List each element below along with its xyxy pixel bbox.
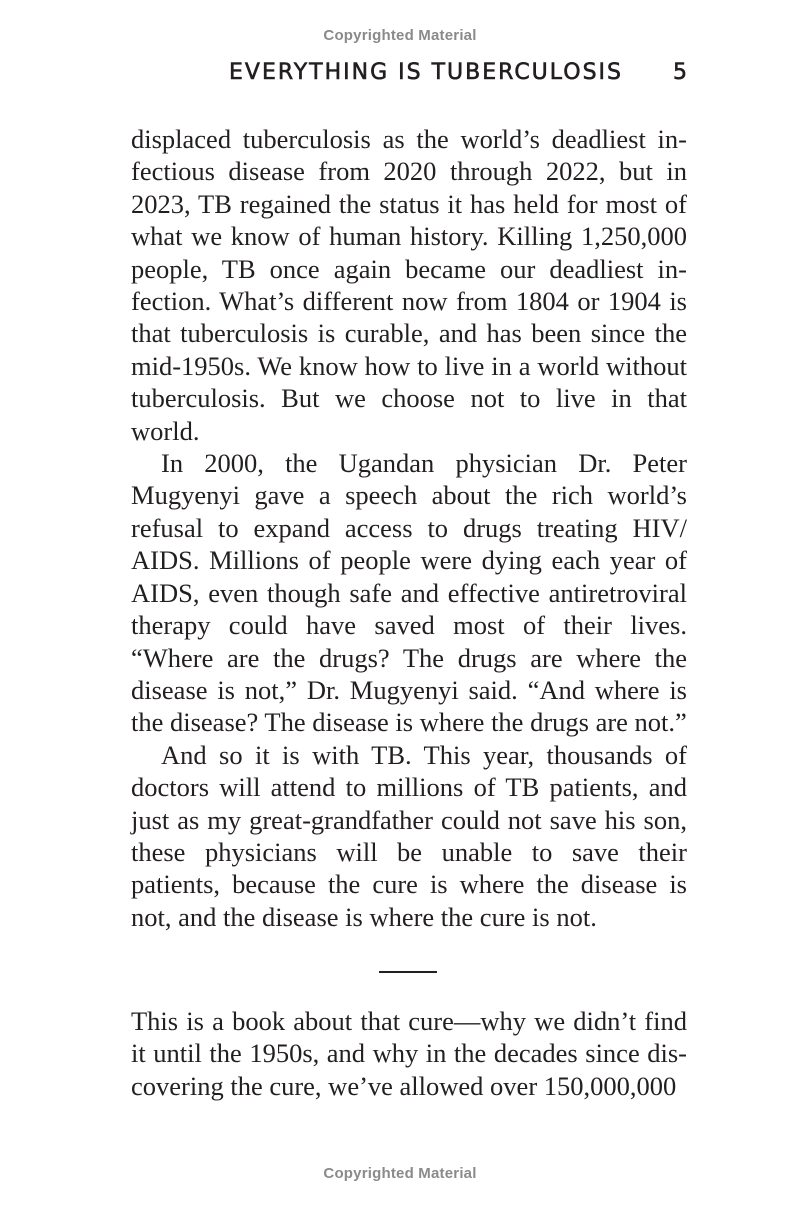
section-break-rule (379, 971, 437, 973)
paragraph-2: In 2000, the Ugandan physician Dr. Peter Mugyenyi gave a speech about the rich world’s refusal to expand access to drugs treating HIV/​AIDS. Millions of people were dying each year of AIDS, even though safe and effective antiretroviral therapy could have saved most of their lives. “Where are the drugs? The drugs are where the disease is not,” Dr. Mugyenyi said. “And where is the disease? The disease is where the drugs are not.” (131, 448, 687, 738)
running-head (130, 60, 687, 90)
paragraph-3: And so it is with TB. This year, thousands of doctors will attend to millions of TB patients, and just as my great-grandfather could not save his son, these physicians will be unable to save their patients, because the cure is where the disease is not, and the disease is where the cure is not. (131, 739, 687, 932)
running-head-title: EVERYTHING IS TUBERCULOSIS (229, 60, 623, 85)
body-text (131, 123, 687, 933)
paragraph-4: This is a book about that cure—why we didn’t find it until the 1950s, and why in the decades since discovering the cure, we’ve allowed over 150,000,000 (131, 1006, 687, 1101)
copyright-watermark-top: Copyrighted Material (323, 27, 477, 44)
page-number: 5 (673, 60, 687, 85)
copyright-watermark-bottom: Copyrighted Material (323, 1165, 477, 1182)
paragraph-1: displaced tuberculosis as the world’s deadliest infectious disease from 2020 through 2022, but in 2023, TB regained the status it has held for most of what we know of human history. Killing 1,250,000 people, TB once again became our deadliest infection. What’s different now from 1804 or 1904 is that tuberculosis is curable, and has been since the mid-1950s. We know how to live in a world without tuberculosis. But we choose not to live in that world. (131, 124, 687, 446)
body-text-after-break (131, 1005, 687, 1102)
